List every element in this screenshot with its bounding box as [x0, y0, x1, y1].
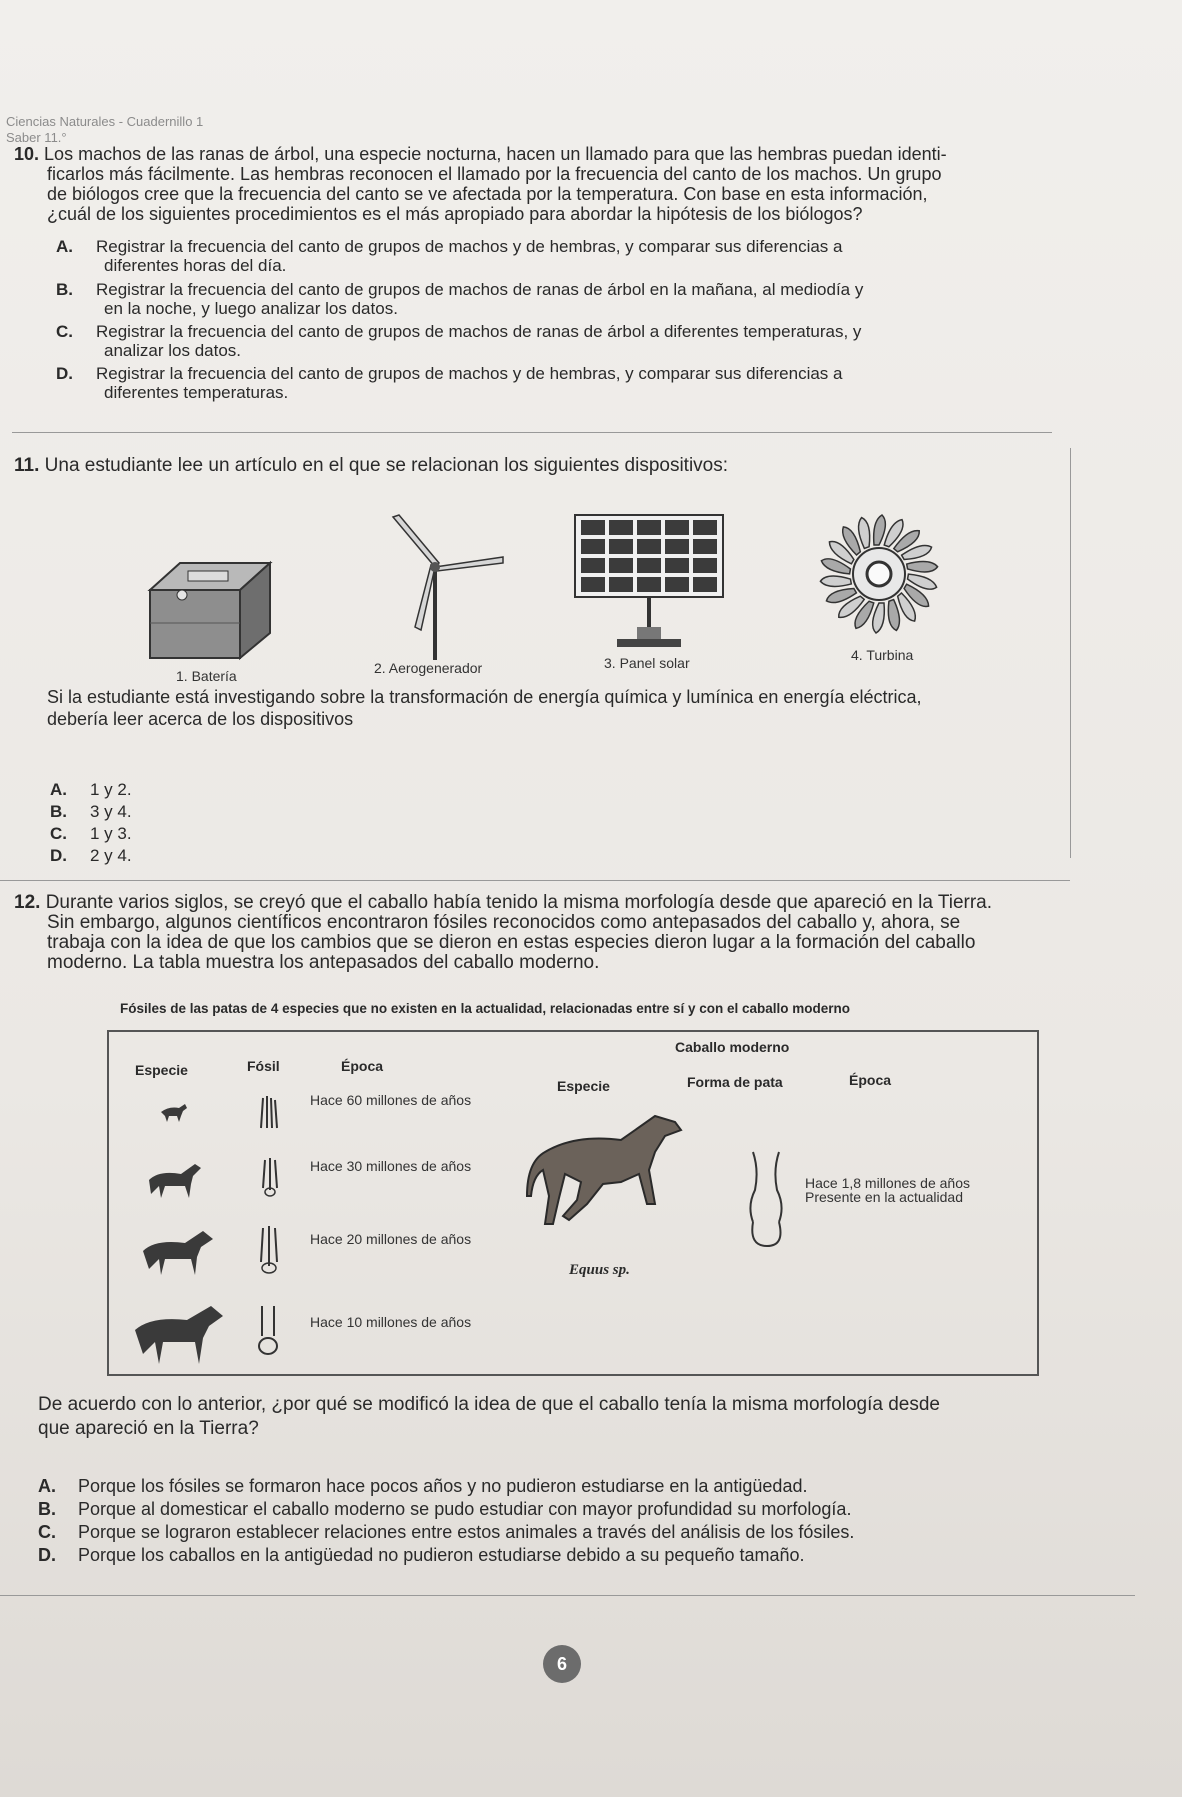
horse-ancestor-3-icon: [141, 1229, 215, 1279]
wind-turbine-icon: [385, 515, 505, 660]
battery-icon: [150, 545, 270, 665]
q10-option-b-letter: B.: [56, 280, 73, 299]
q11-option-a-letter: A.: [50, 780, 67, 799]
solar-panel-icon: [575, 515, 725, 655]
modern-horse-icon: [525, 1112, 683, 1242]
question-11-stem: [14, 456, 1072, 476]
header-level: Saber 11.°: [6, 130, 67, 145]
question-10-number: 10.: [14, 144, 40, 164]
q11-option-b-text: 3 y 4.: [90, 802, 132, 821]
q12-option-a[interactable]: [38, 1477, 807, 1496]
solar-cell: [581, 558, 605, 573]
q12-option-c-letter: C.: [38, 1522, 56, 1542]
device-label-turbine: 4. Turbina: [851, 647, 914, 663]
fossil-row-3-epoca: Hace 20 millones de años: [310, 1231, 472, 1247]
question-12-number: 12.: [14, 892, 41, 913]
solar-cell: [637, 577, 661, 592]
q10-stem-line-3: de biólogos cree que la frecuencia del canto se ve afectada por la temperatura. Con base en esta información,: [47, 184, 928, 204]
q12-stem-line-3: trabaja con la idea de que los cambios que se dieron en estas especies dieron lugar a la formación del caballo: [47, 932, 976, 953]
q10-stem-line-2: ficarlos más fácilmente. Las hembras reconocen el llamado por la frecuencia del canto de los machos. Un grupo: [47, 164, 942, 184]
header-subject: Ciencias Naturales - Cuadernillo 1: [6, 114, 204, 129]
q10-stem-line-4: ¿cuál de los siguientes procedimientos es el más apropiado para abordar la hipótesis de los biólogos?: [47, 204, 863, 224]
horse-ancestor-1-icon: [159, 1102, 189, 1124]
solar-cell: [693, 520, 717, 535]
turbine-blade: [907, 559, 939, 576]
fossil-foot-4-icon: [255, 1304, 281, 1356]
q11-option-c[interactable]: [50, 824, 132, 843]
q12-option-b-text: Porque al domesticar el caballo moderno se pudo estudiar con mayor profundidad su morfología.: [78, 1499, 852, 1519]
q12-question-line-2: que apareció en la Tierra?: [38, 1418, 259, 1439]
q11-option-a[interactable]: [50, 780, 132, 799]
q11-option-d[interactable]: [50, 846, 132, 865]
q10-option-c-text-1: Registrar la frecuencia del canto de grupos de machos de ranas de árbol a diferentes temperaturas, y: [96, 322, 862, 341]
solar-cell: [637, 520, 661, 535]
solar-cell: [693, 577, 717, 592]
modern-header-forma: Forma de pata: [687, 1074, 783, 1090]
fossil-row-2-epoca: Hace 30 millones de años: [310, 1158, 472, 1174]
modern-header-especie: Especie: [557, 1078, 610, 1094]
fossil-table: [107, 1030, 1039, 1376]
q10-stem-line-1: Los machos de las ranas de árbol, una especie nocturna, hacen un llamado para que las hembras puedan identi-: [44, 144, 947, 164]
q10-option-d-letter: D.: [56, 364, 73, 383]
fossil-foot-2-icon: [259, 1158, 281, 1198]
q10-option-d[interactable]: [56, 364, 843, 402]
q12-option-a-text: Porque los fósiles se formaron hace pocos años y no pudieron estudiarse en la antigüedad.: [78, 1476, 808, 1496]
q10-option-a-letter: A.: [56, 237, 73, 256]
q12-option-c[interactable]: [38, 1523, 854, 1542]
q10-option-b[interactable]: [56, 280, 863, 318]
q11-option-b[interactable]: [50, 802, 132, 821]
q11-divider: [0, 880, 1070, 881]
solar-cell: [609, 539, 633, 554]
q12-option-d-letter: D.: [38, 1545, 56, 1565]
solar-cell: [665, 577, 689, 592]
turbine-wheel-icon: [820, 515, 938, 633]
q12-question: [38, 1393, 1072, 1441]
modern-epoca: [805, 1176, 970, 1204]
q12-option-a-letter: A.: [38, 1476, 56, 1496]
solar-cell: [609, 558, 633, 573]
fossil-row-1-epoca: Hace 60 millones de años: [310, 1092, 472, 1108]
solar-cell: [581, 577, 605, 592]
device-label-wind-turbine: 2. Aerogenerador: [374, 660, 483, 676]
q10-option-d-text-2: diferentes temperaturas.: [104, 383, 289, 402]
q11-stem-text: Una estudiante lee un artículo en el que se relacionan los siguientes dispositivos:: [44, 455, 729, 476]
q10-option-a-text-1: Registrar la frecuencia del canto de grupos de machos y de hembras, y comparar sus diferencias a: [96, 237, 843, 256]
q12-option-d-text: Porque los caballos en la antigüedad no pudieron estudiarse debido a su pequeño tamaño.: [78, 1545, 805, 1565]
q11-option-a-text: 1 y 2.: [90, 780, 132, 799]
solar-cell: [665, 558, 689, 573]
q10-divider: [12, 432, 1052, 433]
table-header-epoca: Época: [341, 1058, 384, 1074]
fossil-foot-1-icon: [257, 1094, 281, 1130]
horse-ancestor-4-icon: [133, 1304, 225, 1366]
q12-stem-line-1: Durante varios siglos, se creyó que el caballo había tenido la misma morfología desde que apareció en la Tierra.: [45, 892, 993, 913]
table-header-fosil: Fósil: [247, 1058, 280, 1074]
modern-horse-title: Caballo moderno: [675, 1039, 790, 1055]
modern-epoca-line-1: Hace 1,8 millones de años: [805, 1175, 970, 1191]
modern-species-name: Equus sp.: [569, 1262, 630, 1278]
q10-option-a[interactable]: [56, 237, 843, 275]
q11-option-c-text: 1 y 3.: [90, 824, 132, 843]
solar-cell: [693, 539, 717, 554]
solar-cell: [581, 539, 605, 554]
q11-question: [47, 686, 1072, 730]
turbine-blade: [873, 603, 885, 633]
q10-option-c-letter: C.: [56, 322, 73, 341]
q11-option-b-letter: B.: [50, 802, 67, 821]
horse-ancestor-2-icon: [147, 1162, 203, 1202]
q12-option-c-text: Porque se lograron establecer relaciones entre estos animales a través del análisis de los fósiles.: [78, 1522, 855, 1542]
question-12-stem: [14, 893, 1072, 973]
device-label-battery: 1. Batería: [176, 668, 237, 684]
solar-cell: [665, 520, 689, 535]
q12-option-b[interactable]: [38, 1500, 851, 1519]
turbine-blade: [820, 573, 852, 590]
solar-cell: [665, 539, 689, 554]
fossil-table-title: Fósiles de las patas de 4 especies que no existen en la actualidad, relacionadas entre sí y con el caballo moderno: [120, 1001, 851, 1016]
q11-option-c-letter: C.: [50, 824, 67, 843]
q11-right-border: [1070, 448, 1071, 858]
modern-header-epoca: Época: [849, 1072, 892, 1088]
page-number: 6: [543, 1645, 581, 1683]
q11-option-d-text: 2 y 4.: [90, 846, 132, 865]
q10-option-a-text-2: diferentes horas del día.: [104, 256, 287, 275]
solar-cell: [609, 577, 633, 592]
question-10-stem: [14, 144, 1072, 224]
q12-stem-line-4: moderno. La tabla muestra los antepasados del caballo moderno.: [47, 952, 600, 973]
q12-stem-line-2: Sin embargo, algunos científicos encontraron fósiles reconocidos como antepasados del caballo y, ahora, se: [47, 912, 961, 933]
device-label-solar-panel: 3. Panel solar: [604, 655, 690, 671]
q10-option-d-text-1: Registrar la frecuencia del canto de grupos de machos y de hembras, y comparar sus diferencias a: [96, 364, 843, 383]
page-header: [6, 114, 203, 146]
q12-option-d[interactable]: [38, 1546, 805, 1565]
q10-option-c-text-2: analizar los datos.: [104, 341, 242, 360]
modern-horse-foot-icon: [745, 1150, 789, 1250]
q12-question-line-1: De acuerdo con lo anterior, ¿por qué se modificó la idea de que el caballo tenía la misma morfología desde: [38, 1394, 940, 1415]
table-header-especie: Especie: [135, 1062, 188, 1078]
q10-option-b-text-1: Registrar la frecuencia del canto de grupos de machos de ranas de árbol en la mañana, al mediodía y: [96, 280, 864, 299]
question-11-number: 11.: [14, 455, 40, 476]
modern-epoca-line-2: Presente en la actualidad: [805, 1189, 963, 1205]
q11-question-line-1: Si la estudiante está investigando sobre la transformación de energía química y lumínica en energía eléctrica,: [47, 687, 922, 707]
q11-option-d-letter: D.: [50, 846, 67, 865]
q12-divider: [0, 1595, 1135, 1596]
solar-cell: [581, 520, 605, 535]
fossil-row-4-epoca: Hace 10 millones de años: [310, 1314, 472, 1330]
solar-cell: [693, 558, 717, 573]
q12-option-b-letter: B.: [38, 1499, 56, 1519]
q10-option-b-text-2: en la noche, y luego analizar los datos.: [104, 299, 398, 318]
q11-question-line-2: debería leer acerca de los dispositivos: [47, 709, 354, 729]
solar-cell: [637, 539, 661, 554]
q10-option-c[interactable]: [56, 322, 861, 360]
solar-cell: [637, 558, 661, 573]
solar-cell: [609, 520, 633, 535]
fossil-foot-3-icon: [255, 1226, 283, 1276]
turbine-blade: [874, 515, 886, 545]
